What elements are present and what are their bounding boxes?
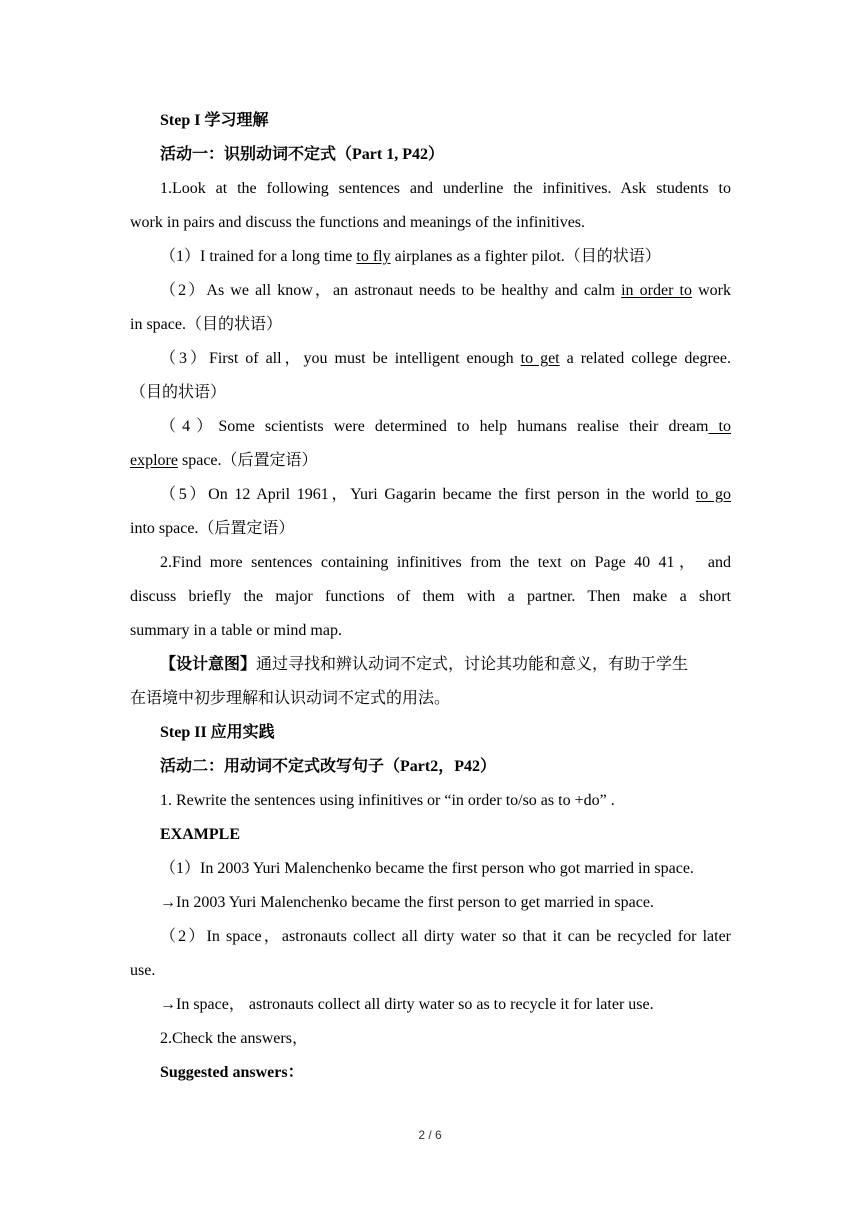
- sentence-4-cont: explore space.（后置定语）: [130, 452, 318, 469]
- sentence-3: （3）First of all，you must be intelligent enough to get a related college degree.: [160, 350, 732, 367]
- sentence-4: （4）Some scientists were determined to help humans realise their dream to: [160, 418, 731, 435]
- task1-line1: 1.Look at the following sentences and underline the infinitives. Ask students to: [160, 180, 731, 197]
- example-2-answer: →In space， astronauts collect all dirty water so as to recycle it for later use.: [160, 996, 654, 1013]
- page-number: 2 / 6: [418, 1128, 442, 1142]
- sentence-1: （1）I trained for a long time to fly airplanes as a fighter pilot.（目的状语）: [160, 248, 661, 265]
- infinitive-underline: to get: [520, 350, 560, 367]
- task2-line1: 2.Find more sentences containing infinitives from the text on Page 40 41， and: [160, 554, 731, 571]
- example-2-cont: use.: [130, 962, 156, 979]
- task2-line2: discuss briefly the major functions of them with a partner. Then make a short: [130, 588, 731, 605]
- sentence-5: （5）On 12 April 1961，Yuri Gagarin became the first person in the world to go: [160, 486, 731, 503]
- step1-heading: Step I 学习理解: [160, 112, 269, 129]
- infinitive-underline: to fly: [356, 248, 391, 265]
- infinitive-underline: to: [708, 418, 731, 435]
- activity2-title: 活动二：用动词不定式改写句子（Part2，P42）: [160, 758, 496, 775]
- document-body: [130, 104, 731, 1090]
- infinitive-underline: explore: [130, 452, 178, 469]
- design-intent: 【设计意图】通过寻找和辨认动词不定式，讨论其功能和意义，有助于学生: [160, 656, 689, 673]
- example-1-answer: →In 2003 Yuri Malenchenko became the first person to get married in space.: [160, 894, 654, 911]
- infinitive-underline: to go: [695, 486, 731, 503]
- sentence-2-cont: in space.（目的状语）: [130, 316, 282, 333]
- example-label: EXAMPLE: [160, 826, 240, 843]
- infinitive-underline: in order to: [621, 282, 692, 299]
- rewrite-task: 1. Rewrite the sentences using infinitives or “in order to/so as to +do” .: [160, 792, 615, 809]
- task2-line3: summary in a table or mind map.: [130, 622, 342, 639]
- activity1-title: 活动一：识别动词不定式（Part 1, P42）: [160, 146, 444, 163]
- design-intent-cont: 在语境中初步理解和认识动词不定式的用法。: [130, 690, 451, 707]
- example-1: （1）In 2003 Yuri Malenchenko became the first person who got married in space.: [160, 860, 694, 877]
- sentence-3-cont: （目的状语）: [130, 384, 227, 401]
- step2-heading: Step II 应用实践: [160, 724, 275, 741]
- sentence-5-cont: into space.（后置定语）: [130, 520, 295, 537]
- task1-line2: work in pairs and discuss the functions and meanings of the infinitives.: [130, 214, 586, 231]
- sentence-2: （2）As we all know，an astronaut needs to be healthy and calm in order to work: [160, 282, 731, 299]
- suggested-answers-label: Suggested answers：: [160, 1064, 304, 1081]
- check-answers: 2.Check the answers，: [160, 1030, 308, 1047]
- design-intent-label: 【设计意图】: [160, 656, 257, 673]
- example-2: （2）In space，astronauts collect all dirty water so that it can be recycled for later: [160, 928, 731, 945]
